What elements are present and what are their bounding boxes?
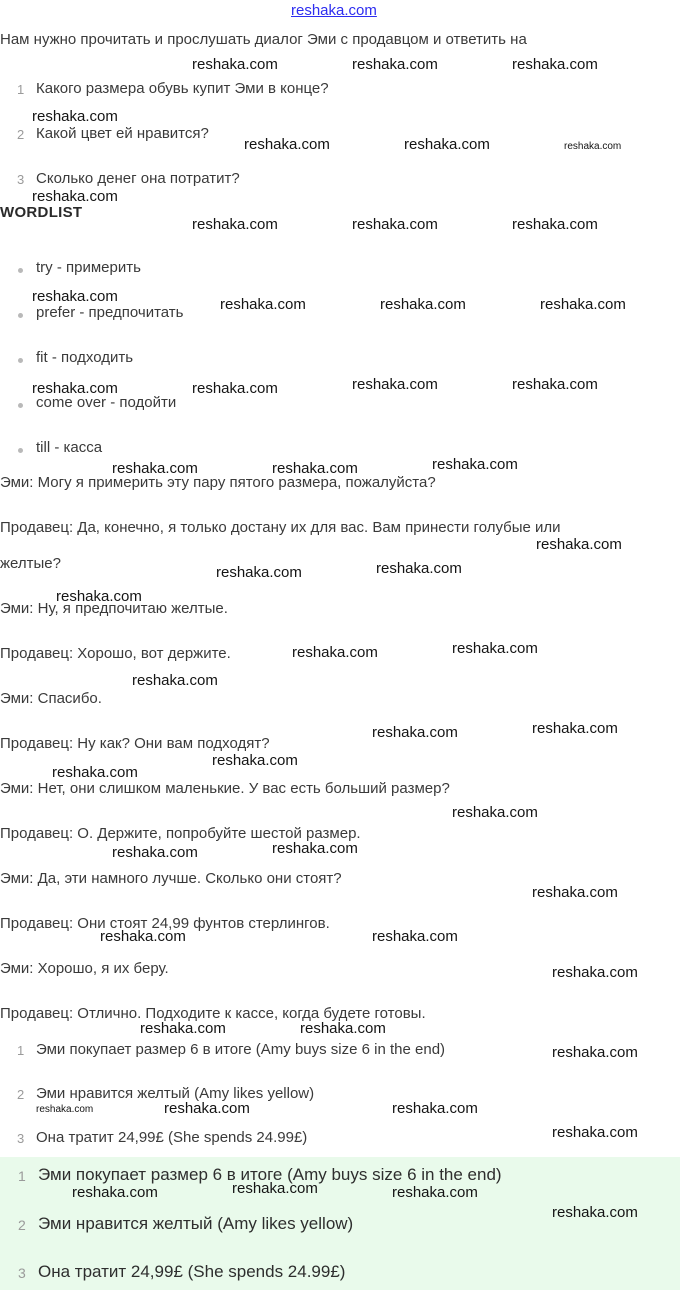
watermark: reshaka.com	[32, 380, 118, 397]
watermark: reshaka.com	[392, 1100, 478, 1117]
answer-number: 3	[17, 1131, 25, 1146]
intro-text: Нам нужно прочитать и прослушать диалог Эми с продавцом и ответить на	[0, 31, 527, 48]
answer-text: Эми покупает размер 6 в итоге (Amy buys size 6 in the end)	[36, 1041, 446, 1058]
watermark: reshaka.com	[272, 460, 358, 477]
dialog-line: Продавец: Ну как? Они вам подходят?	[0, 735, 270, 752]
answer-number: 1	[18, 1168, 26, 1184]
watermark: reshaka.com	[536, 536, 622, 553]
watermark: reshaka.com	[192, 56, 278, 73]
watermark: reshaka.com	[380, 296, 466, 313]
watermark: reshaka.com	[292, 644, 378, 661]
question-text: Какого размера обувь купит Эми в конце?	[36, 80, 329, 97]
question-text: Сколько денег она потратит?	[36, 170, 240, 187]
watermark: reshaka.com	[512, 376, 598, 393]
wordlist-item: fit - подходить	[36, 349, 134, 366]
watermark: reshaka.com	[352, 56, 438, 73]
dialog-line: желтые?	[0, 555, 61, 572]
dialog-line: Продавец: О. Держите, попробуйте шестой размер.	[0, 825, 361, 842]
watermark: reshaka.com	[36, 1104, 94, 1115]
watermark: reshaka.com	[300, 1020, 386, 1037]
wordlist-item: come over - подойти	[36, 394, 177, 411]
watermark: reshaka.com	[540, 296, 626, 313]
answer-number: 1	[17, 1043, 25, 1058]
answer-text: Эми покупает размер 6 в итоге (Amy buys size 6 in the end)	[38, 1165, 502, 1184]
watermark: reshaka.com	[352, 216, 438, 233]
answer-text: Она тратит 24,99£ (She spends 24.99£)	[38, 1262, 346, 1281]
watermark: reshaka.com	[372, 724, 458, 741]
dialog-line: Эми: Хорошо, я их беру.	[0, 960, 169, 977]
watermark: reshaka.com	[112, 460, 198, 477]
bullet-icon	[18, 448, 23, 453]
question-number: 2	[17, 127, 25, 142]
dialog-line: Эми: Да, эти намного лучше. Сколько они стоят?	[0, 870, 342, 887]
watermark: reshaka.com	[352, 376, 438, 393]
watermark: reshaka.com	[372, 928, 458, 945]
watermark: reshaka.com	[552, 1204, 638, 1221]
wordlist-heading: WORDLIST	[0, 204, 83, 221]
watermark: reshaka.com	[404, 136, 490, 153]
watermark: reshaka.com	[512, 56, 598, 73]
watermark: reshaka.com	[244, 136, 330, 153]
watermark: reshaka.com	[132, 672, 218, 689]
dialog-line: Эми: Могу я примерить эту пару пятого размера, пожалуйста?	[0, 474, 436, 491]
watermark: reshaka.com	[52, 764, 138, 781]
question-text: Какой цвет ей нравится?	[36, 125, 209, 142]
watermark: reshaka.com	[452, 804, 538, 821]
watermark: reshaka.com	[564, 141, 622, 152]
wordlist-item: prefer - предпочитать	[36, 304, 184, 321]
watermark: reshaka.com	[552, 1044, 638, 1061]
dialog-line: Продавец: Да, конечно, я только достану их для вас. Вам принести голубые или	[0, 519, 561, 536]
watermark: reshaka.com	[212, 752, 298, 769]
watermark: reshaka.com	[32, 108, 118, 125]
wordlist-item: till - касса	[36, 439, 103, 456]
watermark: reshaka.com	[552, 1124, 638, 1141]
watermark: reshaka.com	[192, 216, 278, 233]
answer-number: 2	[17, 1087, 25, 1102]
watermark: reshaka.com	[32, 288, 118, 305]
watermark: reshaka.com	[432, 456, 518, 473]
watermark: reshaka.com	[32, 188, 118, 205]
watermark: reshaka.com	[232, 1180, 318, 1197]
watermark: reshaka.com	[192, 380, 278, 397]
watermark: reshaka.com	[72, 1184, 158, 1201]
question-number: 1	[17, 82, 25, 97]
bullet-icon	[18, 358, 23, 363]
dialog-line: Эми: Нет, они слишком маленькие. У вас есть больший размер?	[0, 780, 450, 797]
watermark: reshaka.com	[272, 840, 358, 857]
watermark: reshaka.com	[100, 928, 186, 945]
watermark: reshaka.com	[376, 560, 462, 577]
answer-number: 2	[18, 1217, 26, 1233]
watermark: reshaka.com	[216, 564, 302, 581]
watermark: reshaka.com	[112, 844, 198, 861]
watermark: reshaka.com	[532, 720, 618, 737]
answer-text: Эми нравится желтый (Amy likes yellow)	[36, 1085, 315, 1102]
dialog-line: Продавец: Отлично. Подходите к кассе, когда будете готовы.	[0, 1005, 426, 1022]
site-link[interactable]: reshaka.com	[291, 2, 377, 19]
dialog-line: Эми: Ну, я предпочитаю желтые.	[0, 600, 228, 617]
answer-text: Она тратит 24,99£ (She spends 24.99£)	[36, 1129, 308, 1146]
watermark: reshaka.com	[512, 216, 598, 233]
bullet-icon	[18, 403, 23, 408]
watermark: reshaka.com	[532, 884, 618, 901]
bullet-icon	[18, 313, 23, 318]
watermark: reshaka.com	[452, 640, 538, 657]
dialog-line: Продавец: Хорошо, вот держите.	[0, 645, 231, 662]
watermark: reshaka.com	[220, 296, 306, 313]
wordlist-item: try - примерить	[36, 259, 141, 276]
question-number: 3	[17, 172, 25, 187]
answer-number: 3	[18, 1265, 26, 1281]
answer-text: Эми нравится желтый (Amy likes yellow)	[38, 1214, 354, 1233]
watermark: reshaka.com	[552, 964, 638, 981]
dialog-line: Эми: Спасибо.	[0, 690, 102, 707]
watermark: reshaka.com	[140, 1020, 226, 1037]
dialog-line: Продавец: Они стоят 24,99 фунтов стерлингов.	[0, 915, 330, 932]
watermark: reshaka.com	[164, 1100, 250, 1117]
watermark: reshaka.com	[392, 1184, 478, 1201]
watermark: reshaka.com	[56, 588, 142, 605]
bullet-icon	[18, 268, 23, 273]
